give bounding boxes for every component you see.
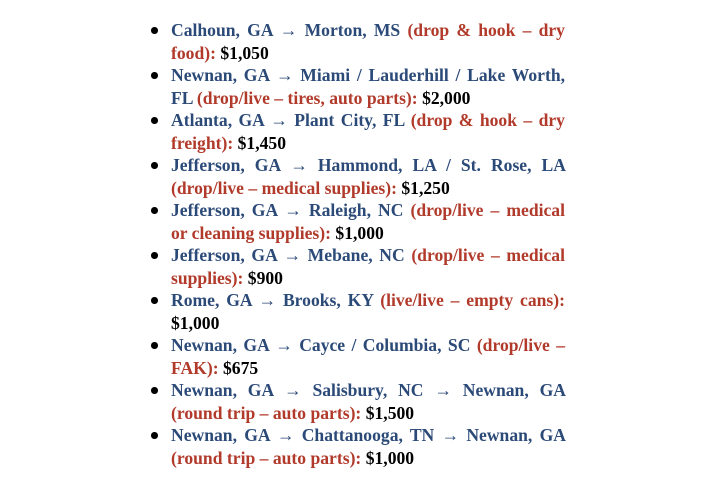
lane-route: Atlanta, GA → Plant City, FL xyxy=(171,110,405,130)
lane-rate: $900 xyxy=(247,267,283,288)
lane-detail: (drop/live – tires, auto parts): xyxy=(196,87,418,108)
lane-route: Newnan, GA → Chattanooga, TN → Newnan, GA xyxy=(171,425,565,445)
list-item xyxy=(171,244,565,289)
lane-rate: $1,000 xyxy=(335,222,384,243)
lane-rate: $1,500 xyxy=(365,402,415,423)
lane-route: Jefferson, GA → Raleigh, NC xyxy=(171,200,404,220)
lane-detail: (drop/live – medical supplies): xyxy=(171,245,565,288)
lane-detail: (drop/live – medical supplies): xyxy=(171,177,397,198)
list-item xyxy=(171,424,565,469)
list-item xyxy=(171,154,565,199)
lane-detail: (drop & hook – dry food): xyxy=(171,20,565,63)
lane-detail: (round trip – auto parts): xyxy=(171,402,362,423)
lane-detail: (round trip – auto parts): xyxy=(171,447,362,468)
lane-route: Jefferson, GA → Mebane, NC xyxy=(171,245,405,265)
lane-rate: $1,050 xyxy=(220,42,269,63)
lane-rate: $675 xyxy=(222,357,259,378)
lane-rate: $1,250 xyxy=(401,177,450,198)
lane-detail: (drop/live – FAK): xyxy=(171,335,565,378)
lane-route: Jefferson, GA → Hammond, LA / St. Rose, LA xyxy=(171,155,565,175)
list-item xyxy=(171,64,565,109)
lane-rate-list xyxy=(171,19,565,469)
lane-rate: $2,000 xyxy=(422,87,471,108)
list-item xyxy=(171,334,565,379)
list-item xyxy=(171,289,565,334)
list-item xyxy=(171,199,565,244)
lane-route: Newnan, GA → Miami / Lauderhill / Lake Worth, FL xyxy=(171,65,565,108)
lane-route: Rome, GA → Brooks, KY xyxy=(171,290,374,310)
lane-detail: (drop & hook – dry freight): xyxy=(171,110,565,153)
lane-route: Newnan, GA → Cayce / Columbia, SC xyxy=(171,335,471,355)
list-item xyxy=(171,19,565,64)
lane-rate: $1,000 xyxy=(365,447,415,468)
lane-rate: $1,450 xyxy=(237,132,287,153)
lane-route: Newnan, GA → Salisbury, NC → Newnan, GA xyxy=(171,380,565,400)
lane-detail: (drop/live – medical or cleaning supplies): xyxy=(171,200,565,243)
lane-detail: (live/live – empty cans): xyxy=(380,290,565,310)
lane-route: Calhoun, GA → Morton, MS xyxy=(171,20,401,40)
list-item xyxy=(171,379,565,424)
lane-rate: $1,000 xyxy=(171,312,220,333)
list-item xyxy=(171,109,565,154)
